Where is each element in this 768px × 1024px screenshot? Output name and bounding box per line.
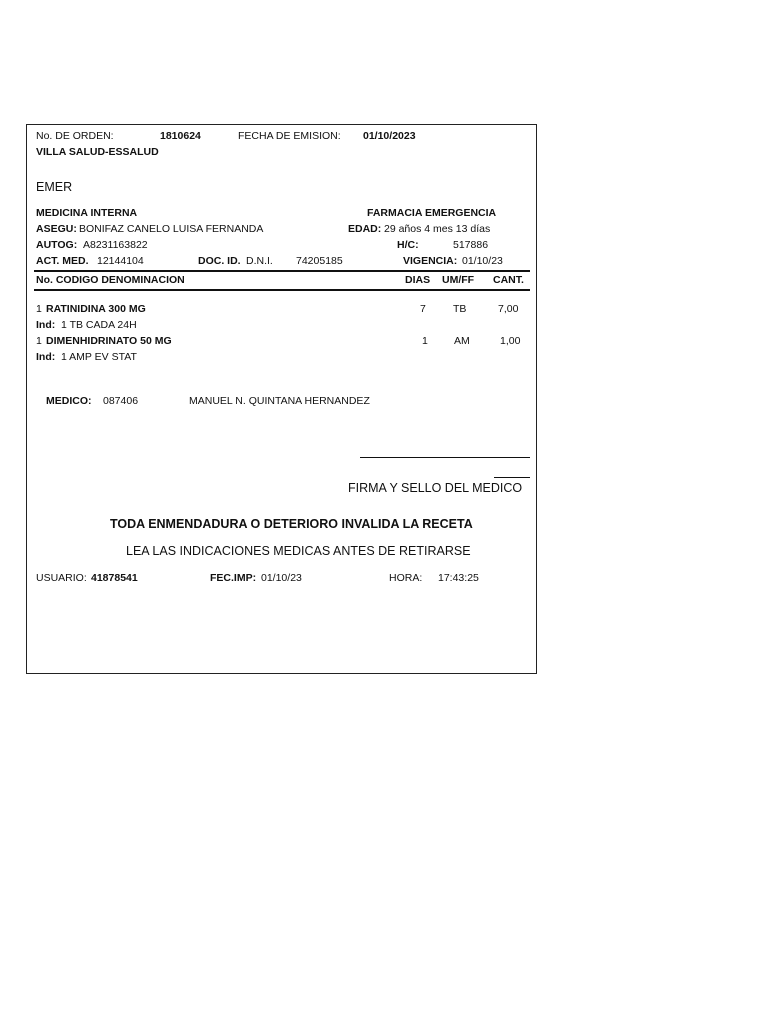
service-code: EMER bbox=[36, 180, 73, 194]
doctor-name: MANUEL N. QUINTANA HERNANDEZ bbox=[189, 395, 370, 407]
issue-date-value: 01/10/2023 bbox=[363, 130, 416, 142]
user-label: USUARIO: bbox=[36, 572, 87, 584]
col-header-qty: CANT. bbox=[493, 274, 524, 286]
item-name: RATINIDINA 300 MG bbox=[46, 303, 146, 315]
item-number: 1 bbox=[36, 335, 42, 347]
item-qty: 7,00 bbox=[498, 303, 519, 315]
pharmacy: FARMACIA EMERGENCIA bbox=[367, 207, 497, 219]
insured-name: BONIFAZ CANELO LUISA FERNANDA bbox=[79, 223, 264, 235]
doc-id-type: D.N.I. bbox=[246, 255, 273, 267]
item-number: 1 bbox=[36, 303, 42, 315]
print-date-label: FEC.IMP: bbox=[210, 572, 257, 584]
act-med-value: 12144104 bbox=[97, 255, 144, 267]
item-ind-label: Ind: bbox=[36, 351, 56, 363]
item-ind-value: 1 AMP EV STAT bbox=[61, 351, 137, 363]
item-umff: AM bbox=[454, 335, 470, 347]
order-number-label: No. DE ORDEN: bbox=[36, 130, 114, 142]
autog-value: A8231163822 bbox=[83, 239, 148, 251]
col-header-days: DIAS bbox=[405, 274, 431, 286]
print-date-value: 01/10/23 bbox=[261, 572, 302, 584]
item-days: 1 bbox=[422, 335, 428, 347]
signature-caption: FIRMA Y SELLO DEL MEDICO bbox=[348, 481, 523, 495]
validity-value: 01/10/23 bbox=[462, 255, 503, 267]
doc-id-label: DOC. ID. bbox=[198, 255, 241, 267]
signature-line bbox=[360, 457, 530, 458]
autog-label: AUTOG: bbox=[36, 239, 78, 251]
item-qty: 1,00 bbox=[500, 335, 521, 347]
time-label: HORA: bbox=[389, 572, 423, 584]
age-label: EDAD: bbox=[348, 223, 382, 235]
hc-value: 517886 bbox=[453, 239, 489, 251]
health-center: VILLA SALUD-ESSALUD bbox=[36, 146, 159, 158]
item-umff: TB bbox=[453, 303, 467, 315]
prescription-sheet bbox=[26, 124, 537, 674]
act-med-label: ACT. MED. bbox=[36, 255, 89, 267]
col-header-umff: UM/FF bbox=[442, 274, 475, 286]
doctor-code: 087406 bbox=[103, 395, 139, 407]
item-days: 7 bbox=[420, 303, 426, 315]
warning-notice: TODA ENMENDADURA O DETERIORO INVALIDA LA RECETA bbox=[110, 517, 473, 531]
doctor-label: MEDICO: bbox=[46, 395, 92, 407]
insured-label: ASEGU: bbox=[36, 223, 77, 235]
signature-line-short bbox=[494, 477, 530, 478]
user-value: 41878541 bbox=[91, 572, 138, 584]
hc-label: H/C: bbox=[397, 239, 419, 251]
validity-label: VIGENCIA: bbox=[403, 255, 458, 267]
item-ind-value: 1 TB CADA 24H bbox=[61, 319, 137, 331]
issue-date-label: FECHA DE EMISION: bbox=[238, 130, 341, 142]
table-bottom-rule bbox=[34, 289, 530, 291]
time-value: 17:43:25 bbox=[438, 572, 479, 584]
order-number-value: 1810624 bbox=[160, 130, 201, 142]
doc-id-value: 74205185 bbox=[296, 255, 343, 267]
item-ind-label: Ind: bbox=[36, 319, 56, 331]
department: MEDICINA INTERNA bbox=[36, 207, 138, 219]
info-notice: LEA LAS INDICACIONES MEDICAS ANTES DE RETIRARSE bbox=[126, 544, 471, 558]
item-name: DIMENHIDRINATO 50 MG bbox=[46, 335, 172, 347]
table-top-rule bbox=[34, 270, 530, 272]
age-value: 29 años 4 mes 13 días bbox=[384, 223, 491, 235]
col-header-code: No. CODIGO DENOMINACION bbox=[36, 274, 185, 286]
